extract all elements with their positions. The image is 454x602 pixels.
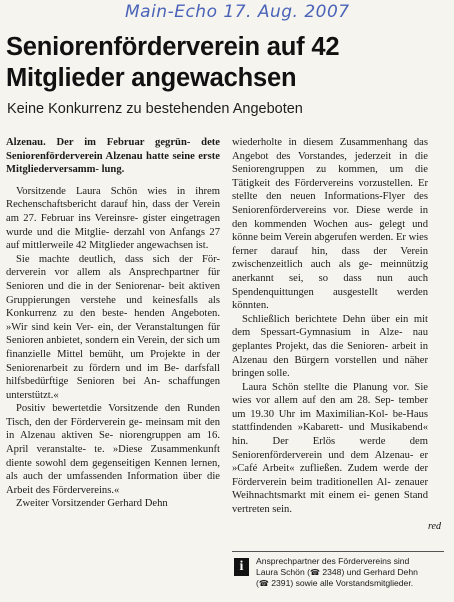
infobox-line: Ansprechpartner des Fördervereins sind (256, 556, 410, 566)
infobox-line: (☎ 2391) sowie alle Vorstandsmitglieder. (256, 578, 414, 588)
article-paragraph: Schließlich berichtete Dehn über ein mit dem Spessart-Gymnasium in Alze- nau geplantes Projekt, das die Senioren- arbeit in Alzenau den Bürgern vorstellen und näher bringen solle. (232, 313, 428, 380)
phone-icon: ☎ (258, 579, 269, 588)
article-lead: Alzenau. Der im Februar gegrün- dete Seniorenförderverein Alzenau hatte seine erste Mitgliederversamm- lung. (6, 137, 220, 176)
headline: Seniorenförderverein auf 42 Mitglieder angewachsen (6, 33, 340, 92)
article-paragraph: Positiv bewertetdie Vorsitzende den Runden Tisch, den der Förderverein ge- meinsam mit den in Alzenau aktiven Se- niorengruppen am 16. April veranstalte- te. »Diese Zusammenkunft diente sowohl dem gegenseitigen Kennen lernen, als auch der umfassenden Information über die Arbeit des Fördervereins.« (6, 403, 220, 496)
contact-infobox (232, 551, 444, 589)
infobox-text (256, 556, 444, 589)
info-icon: i (234, 558, 249, 576)
subheadline: Keine Konkurrenz zu bestehenden Angeboten (7, 101, 303, 117)
article-column-left (6, 136, 220, 511)
article-paragraph: Sie machte deutlich, dass sich der För- derverein vor allem als Ansprechpartner für Senioren und die in der Seniorenar- beit aktiven Gruppierungen verstehe und keinesfalls als Konkurrenz zu den beste- henden Angeboten. »Wir sind kein Ver- ein, der Veranstaltungen für Senioren anbietet, sondern ein Verein, der sich um finanzielle Mittel bemüht, um Projekte in der Seniorenarbeit zu fördern und im Be- darfsfall hilfsbedürftige Senioren bei An- schaffungen unterstützt.« (6, 253, 220, 401)
handwritten-source-note: Main-Echo 17. Aug. 2007 (125, 2, 350, 22)
article-paragraph: Zweiter Vorsitzender Gerhard Dehn (16, 498, 168, 510)
article-paragraph: wiederholte in diesem Zusammenhang das Angebot des Vorstandes, jederzeit in die Seniorengruppen zu kommen, um die Tätigkeit des Fördervereins vorzustellen. Er stellte den neuen Informations-Flyer des Seniorenfördervereins vor. Diese werde in den kommenden Wochen aus- gelegt und könne beim Verein abgerufen werden. Er wies ferner darauf hin, dass der Verein zwischenzeitlich auch als ge- meinnützig anerkannt sei, so dass nun auch Spendenquittungen ausgestellt werden könnten. (232, 137, 429, 312)
phone-icon: ☎ (309, 568, 320, 577)
article-paragraph: Vorsitzende Laura Schön wies in ihrem Rechenschaftsbericht darauf hin, dass der Verein am 27. Februar ins Vereinsre- gister eingetragen wurde und die Mitglie- derzahl von Anfangs 27 auf mittlerweile 42 Mitglieder angewachsen ist. (6, 185, 220, 252)
author-signature: red (428, 521, 441, 532)
article-column-right (232, 136, 428, 517)
article-paragraph: Laura Schön stellte die Planung vor. Sie wies vor allem auf den am 28. Sep- tember um 19.30 Uhr im Maximilian-Kol- be-Haus stattfindenden »Kabarett- und Musikabend« hin. Der Erlös werde dem Seniorenförderverein und dem Alzenau- er »Café Arbeit« zufließen. Zudem werde der Förderverein beim traditionellen Al- zenauer Weihnachtsmarkt mit einem ei- genen Stand vertreten sein. (232, 381, 428, 516)
infobox-line: Laura Schön (☎ 2348) und Gerhard Dehn (256, 567, 418, 577)
